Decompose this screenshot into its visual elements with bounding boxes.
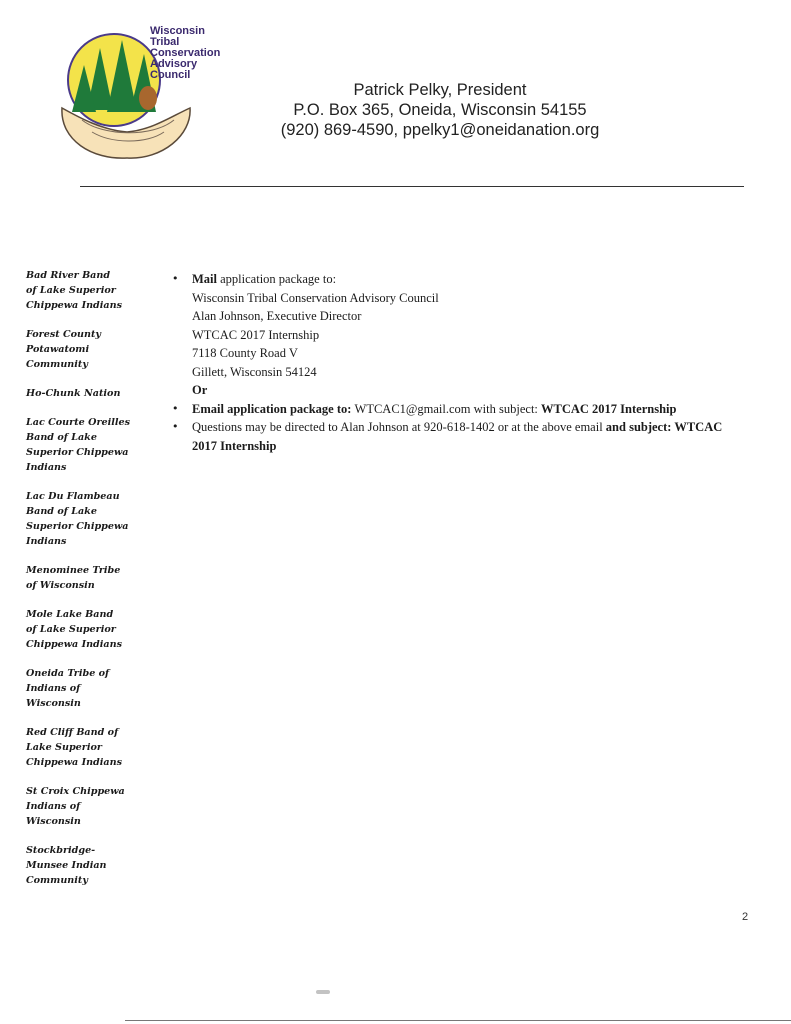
tribe-line: Chippewa Indians: [26, 757, 122, 768]
questions-subject: WTCAC 2017 Internship: [192, 420, 723, 453]
email-text: application package to:: [223, 401, 355, 416]
page-number: 2: [742, 911, 749, 923]
tribe-entry: [26, 563, 138, 593]
logo-text: [150, 26, 220, 81]
tribe-line: Forest County: [26, 329, 102, 340]
tribe-line: Chippewa Indians: [26, 639, 122, 650]
tribe-line: Munsee Indian: [26, 860, 107, 871]
tribe-line: Potawatomi: [26, 344, 90, 355]
tribe-line: Indians: [26, 462, 67, 473]
logo-text-line: Conservation: [150, 47, 221, 59]
tribe-line: St Croix Chippewa: [26, 786, 125, 797]
email-address-link[interactable]: WTCAC1@gmail.com: [354, 401, 471, 416]
tribe-line: Chippewa Indians: [26, 300, 122, 311]
tribe-line: of Lake Superior: [26, 285, 116, 296]
page-bottom-edge: [125, 1020, 791, 1021]
tribe-entry: [26, 725, 138, 770]
tribe-entry: [26, 327, 138, 372]
tribe-line: Ho-Chunk Nation: [26, 388, 121, 399]
tribe-line: Wisconsin: [26, 698, 81, 709]
tribe-entry: [26, 489, 138, 549]
scan-speck: [316, 990, 330, 994]
bullet-icon: •: [172, 420, 179, 433]
application-instructions: [172, 270, 742, 455]
logo-text-line: Tribal: [150, 36, 180, 48]
tribe-line: Lac Du Flambeau: [26, 491, 120, 502]
address-line: WTCAC 2017 Internship: [192, 327, 320, 342]
logo-text-line: Wisconsin: [150, 25, 205, 37]
tribe-sidebar: [26, 268, 138, 902]
tribe-line: Band of Lake: [26, 432, 97, 443]
address-line: Gillett, Wisconsin 54124: [192, 364, 317, 379]
contact-info: (920) 869-4590, ppelky1@oneidanation.org: [280, 121, 600, 139]
tribe-line: Band of Lake: [26, 506, 97, 517]
tribe-entry: [26, 666, 138, 711]
logo-text-line: Advisory: [150, 58, 198, 70]
or-separator: Or: [192, 383, 208, 397]
tribe-line: Community: [26, 359, 88, 370]
questions-instruction: [172, 418, 742, 455]
tribe-entry: [26, 784, 138, 829]
tribe-entry: [26, 415, 138, 475]
tribe-line: of Lake Superior: [26, 624, 116, 635]
tribe-entry: [26, 386, 138, 401]
tribe-line: Menominee Tribe: [26, 565, 121, 576]
address-line: Wisconsin Tribal Conservation Advisory Council: [192, 290, 439, 305]
tribe-line: Lac Courte Oreilles: [26, 417, 131, 428]
tribe-entry: [26, 607, 138, 652]
address-line: 7118 County Road V: [192, 346, 298, 360]
tribe-line: Superior Chippewa: [26, 447, 129, 458]
logo-text-line: Council: [150, 69, 191, 81]
tribe-line: Red Cliff Band of: [26, 727, 119, 738]
mail-label: Mail: [192, 272, 217, 286]
tribe-line: Mole Lake Band: [26, 609, 114, 620]
tribe-line: Wisconsin: [26, 816, 81, 827]
mail-address-block: [172, 289, 742, 400]
bullet-icon: •: [172, 272, 179, 285]
mail-text: application package to:: [217, 272, 337, 286]
mail-instruction: [172, 270, 742, 289]
email-instruction: [172, 400, 742, 419]
bullet-icon: •: [172, 401, 179, 415]
tribe-line: Lake Superior: [26, 742, 102, 753]
email-text-subject: with subject:: [470, 401, 542, 416]
tribe-entry: [26, 843, 138, 888]
mailing-address: P.O. Box 365, Oneida, Wisconsin 54155: [293, 101, 587, 119]
email-subject: WTCAC 2017 Internship: [541, 401, 677, 416]
email-label: Email: [192, 401, 224, 416]
letterhead: [250, 80, 630, 140]
president-name: Patrick Pelky, President: [353, 81, 527, 99]
tribe-line: Indians: [26, 536, 67, 547]
tribe-line: Superior Chippewa: [26, 521, 129, 532]
header-divider: [80, 186, 744, 187]
tribe-line: Community: [26, 875, 88, 886]
tribe-line: Bad River Band: [26, 270, 111, 281]
tribe-line: Oneida Tribe of: [26, 668, 110, 679]
tribe-line: Indians of: [26, 683, 81, 694]
tribe-line: Stockbridge-: [26, 845, 96, 856]
questions-subject-prefix: and subject:: [605, 420, 675, 434]
address-line: Alan Johnson, Executive Director: [192, 309, 362, 323]
tribe-entry: [26, 268, 138, 313]
questions-text: Questions may be directed to Alan Johnson at 920-618-1402 or at the above email: [192, 420, 606, 434]
tribe-line: of Wisconsin: [26, 580, 95, 591]
tribe-line: Indians of: [26, 801, 81, 812]
